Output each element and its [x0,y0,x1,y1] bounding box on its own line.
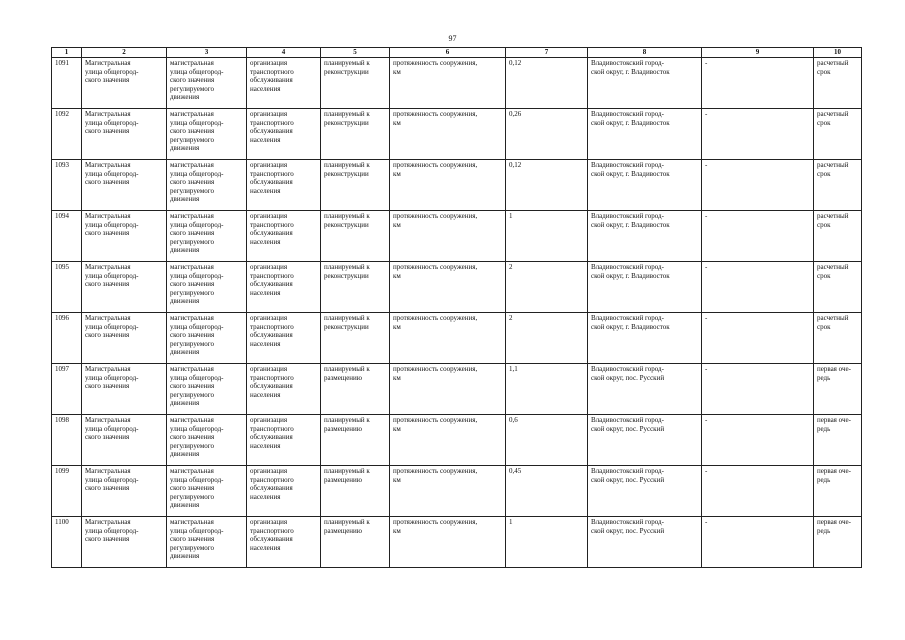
cell-status: планируемый к реконструкции [321,160,390,211]
cell-value: 1 [506,517,588,568]
cell-location: Владивостокский город- ской округ, г. Владивосток [588,160,702,211]
cell-zone: - [702,109,814,160]
cell-purpose: организация транспортного обслуживания населения [247,58,321,109]
cell-object-type: Магистральная улица общегород- ского значения [82,211,167,262]
cell-characteristic: протяженность сооружения, км [390,313,506,364]
cell-object-name: магистральная улица общегород- ского значения регулируемого движения [167,211,247,262]
cell-term: расчетный срок [814,262,862,313]
cell-status: планируемый к размещению [321,517,390,568]
cell-term: расчетный срок [814,211,862,262]
cell-characteristic: протяженность сооружения, км [390,211,506,262]
cell-object-type: Магистральная улица общегород- ского значения [82,58,167,109]
cell-characteristic: протяженность сооружения, км [390,415,506,466]
column-header-2: 2 [82,48,167,58]
cell-object-name: магистральная улица общегород- ского значения регулируемого движения [167,466,247,517]
cell-row-number: 1094 [52,211,82,262]
cell-value: 0,12 [506,58,588,109]
cell-object-type: Магистральная улица общегород- ского значения [82,313,167,364]
cell-zone: - [702,364,814,415]
cell-object-name: магистральная улица общегород- ского значения регулируемого движения [167,313,247,364]
cell-term: расчетный срок [814,160,862,211]
column-header-8: 8 [588,48,702,58]
cell-row-number: 1100 [52,517,82,568]
table-row [52,160,862,211]
cell-object-name: магистральная улица общегород- ского значения регулируемого движения [167,160,247,211]
cell-object-type: Магистральная улица общегород- ского значения [82,466,167,517]
table-row [52,58,862,109]
cell-purpose: организация транспортного обслуживания населения [247,262,321,313]
cell-purpose: организация транспортного обслуживания населения [247,160,321,211]
cell-term: расчетный срок [814,313,862,364]
cell-status: планируемый к реконструкции [321,211,390,262]
cell-value: 0,26 [506,109,588,160]
cell-characteristic: протяженность сооружения, км [390,364,506,415]
cell-status: планируемый к реконструкции [321,58,390,109]
cell-zone: - [702,58,814,109]
cell-value: 0,45 [506,466,588,517]
cell-row-number: 1098 [52,415,82,466]
cell-characteristic: протяженность сооружения, км [390,160,506,211]
column-header-7: 7 [506,48,588,58]
cell-row-number: 1092 [52,109,82,160]
cell-zone: - [702,466,814,517]
cell-zone: - [702,211,814,262]
table-row [52,517,862,568]
cell-purpose: организация транспортного обслуживания населения [247,109,321,160]
cell-value: 1,1 [506,364,588,415]
cell-row-number: 1099 [52,466,82,517]
table-row [52,466,862,517]
column-header-5: 5 [321,48,390,58]
cell-location: Владивостокский город- ской округ, г. Владивосток [588,262,702,313]
cell-status: планируемый к размещению [321,466,390,517]
cell-characteristic: протяженность сооружения, км [390,109,506,160]
cell-value: 2 [506,262,588,313]
column-header-10: 10 [814,48,862,58]
cell-value: 1 [506,211,588,262]
cell-value: 0,12 [506,160,588,211]
cell-term: первая оче- редь [814,517,862,568]
cell-object-type: Магистральная улица общегород- ского значения [82,262,167,313]
header-row [52,48,862,58]
column-header-6: 6 [390,48,506,58]
objects-table [51,47,862,568]
page-number: 97 [448,34,457,43]
cell-purpose: организация транспортного обслуживания населения [247,211,321,262]
cell-purpose: организация транспортного обслуживания населения [247,364,321,415]
cell-location: Владивостокский город- ской округ, г. Владивосток [588,58,702,109]
cell-status: планируемый к реконструкции [321,262,390,313]
table-header [52,48,862,58]
cell-object-type: Магистральная улица общегород- ского значения [82,517,167,568]
cell-object-name: магистральная улица общегород- ского значения регулируемого движения [167,364,247,415]
cell-status: планируемый к реконструкции [321,313,390,364]
cell-term: первая оче- редь [814,364,862,415]
column-header-1: 1 [52,48,82,58]
column-header-4: 4 [247,48,321,58]
column-header-3: 3 [167,48,247,58]
cell-characteristic: протяженность сооружения, км [390,262,506,313]
cell-object-name: магистральная улица общегород- ского значения регулируемого движения [167,58,247,109]
cell-object-type: Магистральная улица общегород- ского значения [82,364,167,415]
cell-purpose: организация транспортного обслуживания населения [247,466,321,517]
cell-characteristic: протяженность сооружения, км [390,466,506,517]
cell-location: Владивостокский город- ской округ, г. Владивосток [588,313,702,364]
cell-purpose: организация транспортного обслуживания населения [247,517,321,568]
cell-zone: - [702,313,814,364]
cell-row-number: 1095 [52,262,82,313]
cell-term: расчетный срок [814,58,862,109]
table-row [52,364,862,415]
cell-status: планируемый к размещению [321,415,390,466]
cell-row-number: 1097 [52,364,82,415]
cell-purpose: организация транспортного обслуживания населения [247,415,321,466]
cell-term: первая оче- редь [814,415,862,466]
cell-zone: - [702,415,814,466]
table-row [52,313,862,364]
cell-location: Владивостокский город- ской округ, пос. Русский [588,517,702,568]
cell-location: Владивостокский город- ской округ, пос. Русский [588,415,702,466]
cell-term: расчетный срок [814,109,862,160]
cell-zone: - [702,262,814,313]
cell-location: Владивостокский город- ской округ, г. Владивосток [588,211,702,262]
cell-object-type: Магистральная улица общегород- ского значения [82,415,167,466]
cell-status: планируемый к размещению [321,364,390,415]
cell-value: 0,6 [506,415,588,466]
cell-characteristic: протяженность сооружения, км [390,58,506,109]
table-row [52,109,862,160]
cell-row-number: 1091 [52,58,82,109]
cell-zone: - [702,160,814,211]
column-header-9: 9 [702,48,814,58]
cell-location: Владивостокский город- ской округ, г. Владивосток [588,109,702,160]
table-body [52,58,862,568]
cell-status: планируемый к реконструкции [321,109,390,160]
cell-value: 2 [506,313,588,364]
cell-characteristic: протяженность сооружения, км [390,517,506,568]
cell-object-name: магистральная улица общегород- ского значения регулируемого движения [167,109,247,160]
table-row [52,415,862,466]
cell-object-name: магистральная улица общегород- ского значения регулируемого движения [167,262,247,313]
cell-object-type: Магистральная улица общегород- ского значения [82,109,167,160]
table-row [52,211,862,262]
cell-location: Владивостокский город- ской округ, пос. Русский [588,466,702,517]
cell-row-number: 1093 [52,160,82,211]
cell-purpose: организация транспортного обслуживания населения [247,313,321,364]
cell-term: первая оче- редь [814,466,862,517]
cell-location: Владивостокский город- ской округ, пос. Русский [588,364,702,415]
table-row [52,262,862,313]
cell-row-number: 1096 [52,313,82,364]
cell-object-type: Магистральная улица общегород- ского значения [82,160,167,211]
cell-object-name: магистральная улица общегород- ского значения регулируемого движения [167,415,247,466]
cell-zone: - [702,517,814,568]
cell-object-name: магистральная улица общегород- ского значения регулируемого движения [167,517,247,568]
